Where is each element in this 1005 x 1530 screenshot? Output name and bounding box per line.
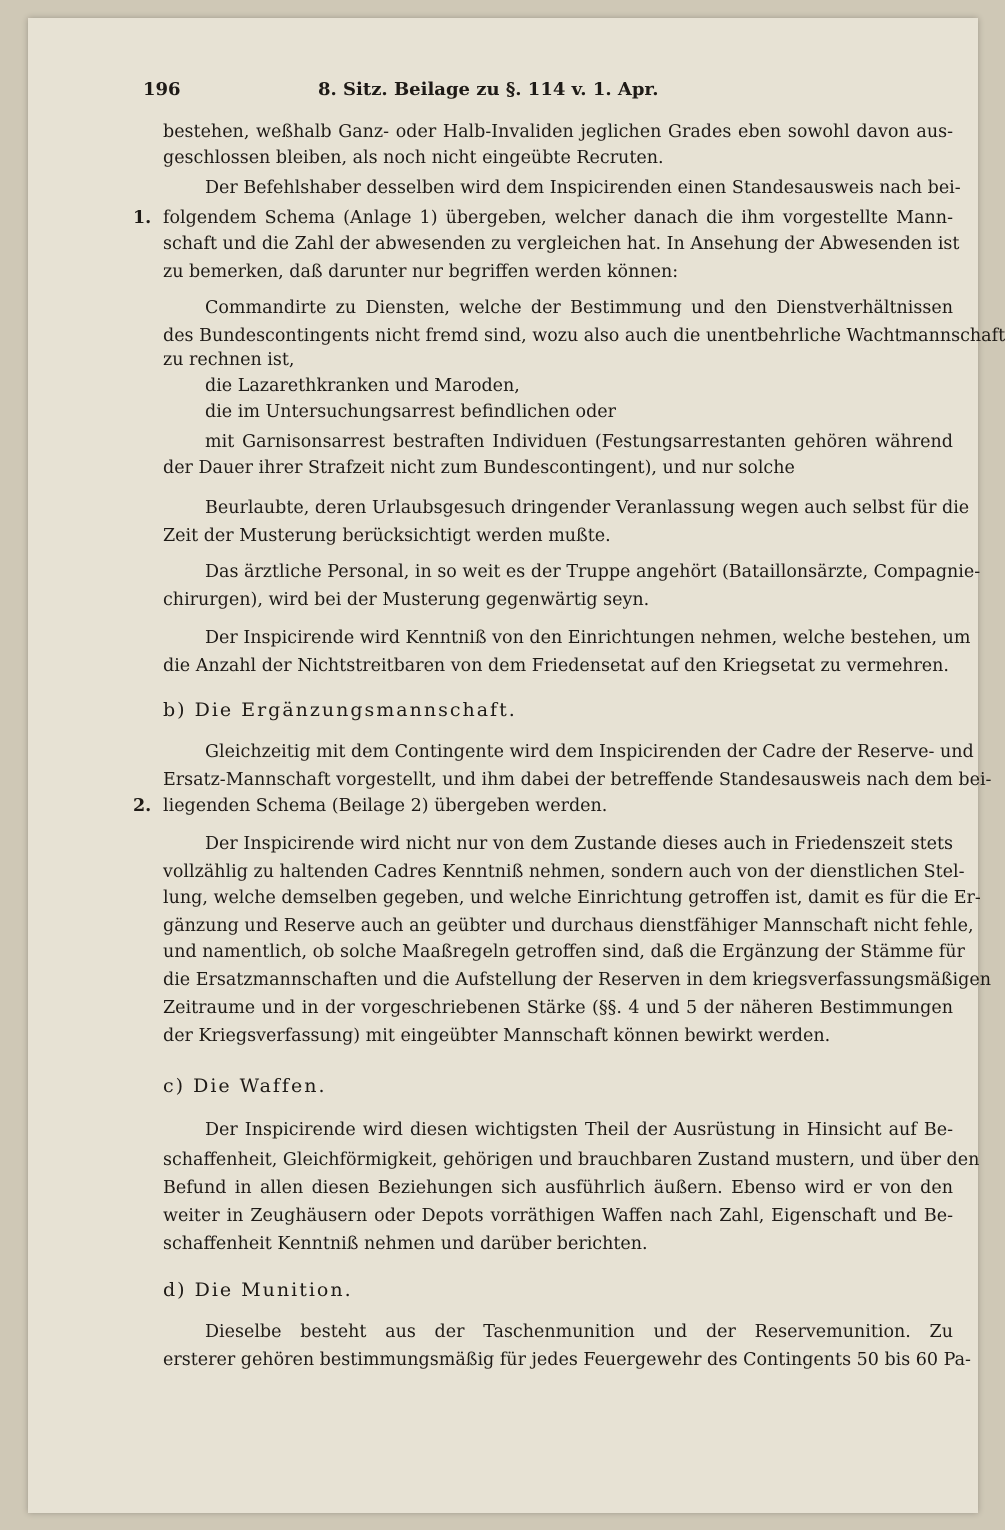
text-line: liegenden Schema (Beilage 2) übergeben werden.	[163, 796, 608, 816]
text-line: Der Inspicirende wird diesen wichtigsten Theil der Ausrüstung in Hinsicht auf Be-	[205, 1120, 953, 1140]
text-line: weiter in Zeughäusern oder Depots vorräthigen Waffen nach Zahl, Eigenschaft und Be-	[163, 1206, 953, 1226]
margin-number: 1.	[133, 208, 152, 228]
text-line: Der Befehlshaber desselben wird dem Inspicirenden einen Standesausweis nach bei-	[205, 178, 961, 198]
text-line: zu bemerken, daß darunter nur begriffen werden können:	[163, 262, 679, 282]
margin-number: 2.	[133, 796, 152, 816]
text-line: Dieselbe besteht aus der Taschenmunition und der Reservemunition. Zu	[205, 1322, 953, 1342]
text-line: die Anzahl der Nichtstreitbaren von dem Friedensetat auf den Kriegsetat zu vermehren.	[163, 656, 949, 676]
text-line: der Dauer ihrer Strafzeit nicht zum Bundescontingent), und nur solche	[163, 458, 795, 478]
text-line: die im Untersuchungsarrest befindlichen oder	[205, 402, 617, 422]
text-line: schaffenheit Kenntniß nehmen und darüber berichten.	[163, 1234, 648, 1254]
text-line: der Kriegsverfassung) mit eingeübter Mannschaft können bewirkt werden.	[163, 1026, 831, 1046]
text-line: geschlossen bleiben, als noch nicht eingeübte Recruten.	[163, 148, 664, 168]
text-line: Beurlaubte, deren Urlaubsgesuch dringender Veranlassung wegen auch selbst für die	[205, 498, 970, 518]
text-line: die Ersatzmannschaften und die Aufstellung der Reserven in dem kriegsverfassungsmäßigen	[163, 970, 991, 990]
text-line: Ersatz-Mannschaft vorgestellt, und ihm dabei der betreffende Standesausweis nach dem bei-	[163, 770, 992, 790]
text-line: Befund in allen diesen Beziehungen sich ausführlich äußern. Ebenso wird er von den	[163, 1178, 953, 1198]
section-heading-b: b) Die Ergänzungsmannschaft.	[163, 699, 517, 721]
page-number: 196	[143, 79, 181, 100]
text-line: Der Inspicirende wird Kenntniß von den Einrichtungen nehmen, welche bestehen, um	[205, 628, 971, 648]
section-heading-d: d) Die Munition.	[163, 1279, 353, 1301]
section-heading-c: c) Die Waffen.	[163, 1075, 327, 1097]
text-line: und namentlich, ob solche Maaßregeln getroffen sind, daß die Ergänzung der Stämme für	[163, 942, 965, 962]
text-line: Das ärztliche Personal, in so weit es der Truppe angehört (Bataillonsärzte, Compagnie-	[205, 562, 981, 582]
text-line: vollzählig zu haltenden Cadres Kenntniß nehmen, sondern auch von der dienstlichen Stel-	[163, 862, 965, 882]
text-line: die Lazarethkranken und Maroden,	[205, 376, 520, 396]
text-line: folgendem Schema (Anlage 1) übergeben, welcher danach die ihm vorgestellte Mann-	[163, 208, 953, 228]
text-line: ersterer gehören bestimmungsmäßig für jedes Feuergewehr des Contingents 50 bis 60 Pa-	[163, 1350, 971, 1370]
running-title: 8. Sitz. Beilage zu §. 114 v. 1. Apr.	[318, 79, 659, 100]
document-page	[28, 18, 1005, 1513]
text-line: zu rechnen ist,	[163, 350, 295, 370]
text-line: lung, welche demselben gegeben, und welche Einrichtung getroffen ist, damit es für die Er-	[163, 888, 981, 908]
text-line: mit Garnisonsarrest bestraften Individuen (Festungsarrestanten gehören während	[205, 432, 953, 452]
page-header	[143, 78, 953, 104]
text-line: bestehen, weßhalb Ganz- oder Halb-Invaliden jeglichen Grades eben sowohl davon aus-	[163, 122, 953, 142]
text-line: Zeitraume und in der vorgeschriebenen Stärke (§§. 4 und 5 der näheren Bestimmungen	[163, 998, 953, 1018]
text-line: schaft und die Zahl der abwesenden zu vergleichen hat. In Ansehung der Abwesenden ist	[163, 234, 960, 254]
text-line: Commandirte zu Diensten, welche der Bestimmung und den Dienstverhältnissen	[205, 298, 953, 318]
text-line: Der Inspicirende wird nicht nur von dem Zustande dieses auch in Friedenszeit stets	[205, 834, 953, 854]
text-line: des Bundescontingents nicht fremd sind, wozu also auch die unentbehrliche Wachtmannschaft	[163, 326, 1005, 346]
text-line: schaffenheit, Gleichförmigkeit, gehörigen und brauchbaren Zustand mustern, und über den	[163, 1150, 980, 1170]
text-line: Zeit der Musterung berücksichtigt werden mußte.	[163, 526, 611, 546]
text-line: Gleichzeitig mit dem Contingente wird dem Inspicirenden der Cadre der Reserve- und	[205, 742, 974, 762]
text-line: gänzung und Reserve auch an geübter und durchaus dienstfähiger Mannschaft nicht fehle,	[163, 916, 974, 936]
text-line: chirurgen), wird bei der Musterung gegenwärtig seyn.	[163, 590, 650, 610]
